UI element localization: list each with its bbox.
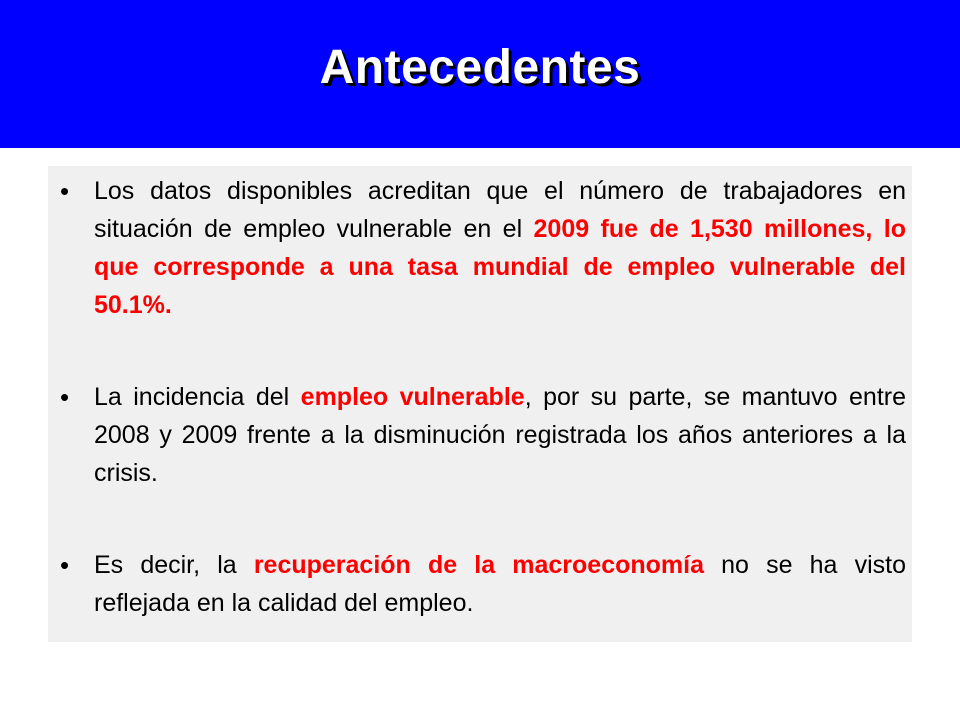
bullet-text-highlight: 2009 fue de 1,530 millones, lo que corresponde a una tasa mundial de empleo vulnerable del 50.1%. [94,215,906,319]
bullet-text-highlight: empleo vulnerable [300,383,525,411]
title-bar [0,0,960,148]
bullet-text-plain: , por su parte, se mantuvo entre 2008 y 2009 frente a la disminución registrada los años anteriores a la crisis. [94,383,906,487]
bullet-icon: • [60,382,70,412]
bullet-text-plain: Los datos disponibles acreditan que el número de trabajadores en situación de empleo vulnerable en el [94,177,906,243]
slide-title: Antecedentes [319,41,641,94]
bullet-text [94,172,906,324]
bullet-text [94,378,906,492]
bullet-icon: • [60,550,70,580]
bullet-text-plain: La incidencia del [94,383,301,411]
bullet-text-highlight: recuperación de la macroeconomía [253,551,704,579]
content-box [48,166,912,642]
bullet-text-plain: no se ha visto reflejada en la calidad del empleo. [94,551,906,617]
bullet-icon: • [60,176,70,206]
bullet-text [94,546,906,622]
bullet-text-plain: Es decir, la [94,551,254,579]
